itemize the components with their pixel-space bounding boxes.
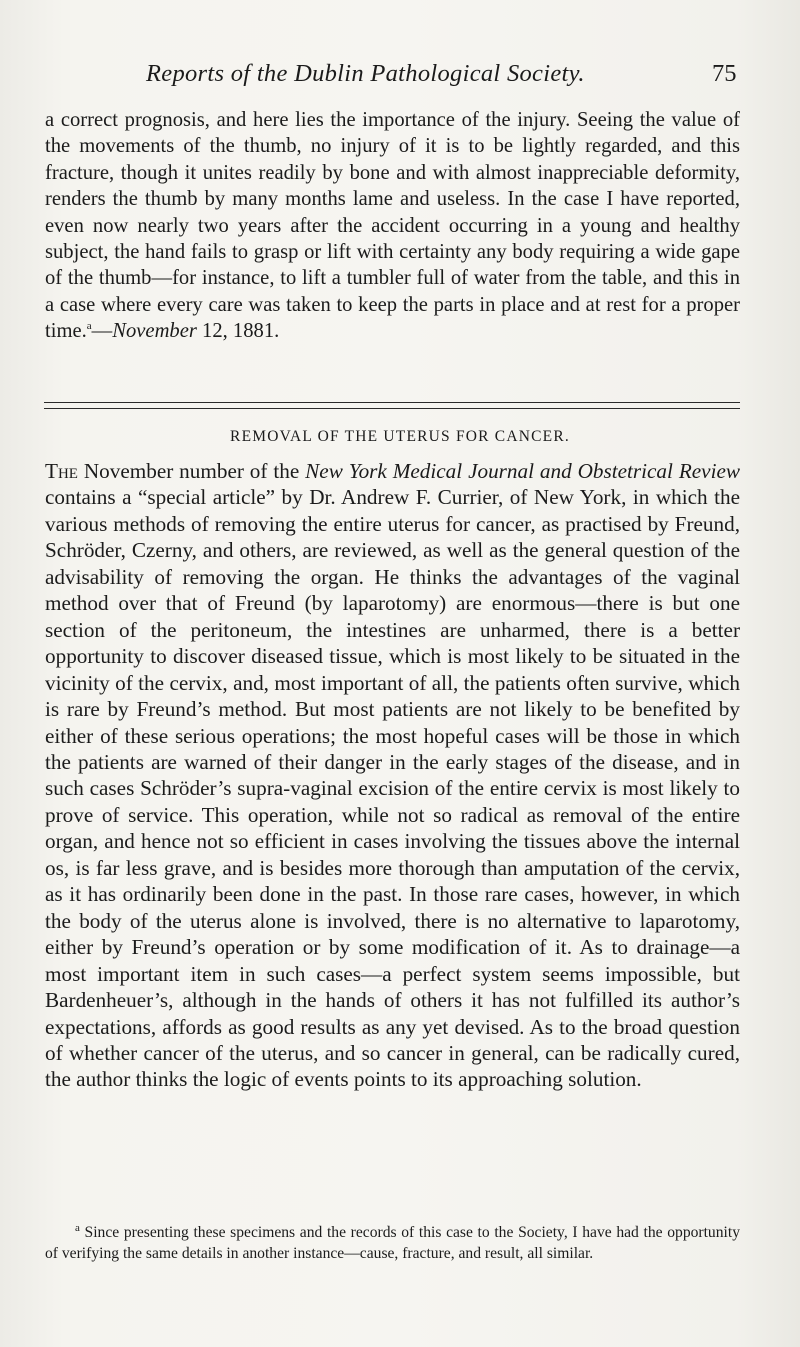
- lead-word: The: [45, 459, 78, 483]
- footnote-marker: a: [75, 1221, 80, 1234]
- footnote-text: Since presenting these specimens and the records of this case to the Society, I have had the opportunity of verifying the same details in another instance—cause, fracture, and result, all similar.: [45, 1224, 740, 1263]
- running-title: Reports of the Dublin Pathological Society.: [146, 60, 585, 87]
- date-dash: —: [91, 320, 113, 343]
- section-heading: REMOVAL OF THE UTERUS FOR CANCER.: [230, 428, 570, 445]
- footnote: [45, 1222, 740, 1265]
- date-month: November: [112, 320, 197, 343]
- paragraph-text: a correct prognosis, and here lies the importance of the injury. Seeing the value of the movements of the thumb, no injury of it is to be lightly regarded, and this fracture, though it unites readily by bone and with almost inappreciable deformity, renders the thumb by many months lame and useless. In the case I have reported, even now nearly two years after the accident occurring in a young and healthy subject, the hand fails to grasp or lift with certainty any body requiring a wide gape of the thumb—for instance, to lift a tumbler full of water from the table, and this in a case where every care was taken to keep the parts in place and at rest for a proper time.: [45, 109, 740, 343]
- journal-title: New York Medical Journal and Obstetrical Review: [305, 459, 740, 483]
- paragraph-text-2: contains a “special article” by Dr. Andrew F. Currier, of New York, in which the various methods of removing the entire uterus for cancer, as practised by Freund, Schröder, Czerny, and others, are reviewed, as well as the general question of the advisability of removing the organ. He thinks the advantages of the vaginal method over that of Freund (by laparotomy) are enormous—there is but one section of the peritoneum, the intestines are unharmed, there is a better opportunity to discover diseased tissue, which is most likely to be situated in the vicinity of the cervix, and, most important of all, the patients often survive, which is rare by Freund’s method. But most patients are not likely to be benefited by either of these serious operations; the most hopeful cases will be those in which the patients are warned of their danger in the early stages of the disease, and in such cases Schröder’s supra-vaginal excision of the entire cervix is most likely to prove of service. This operation, while not so radical as removal of the entire organ, and hence not so efficient in cases involving the tissues above the internal os, is far less grave, and is besides more thorough than amputation of the cervix, as it has ordinarily been done in the past. In those rare cases, however, in which the body of the uterus alone is involved, there is no alternative to laparotomy, either by Freund’s operation or by some modification of it. As to drainage—a most important item in such cases—a perfect system seems impossible, but Bardenheuer’s, although in the hands of others it has not fulfilled its author’s expectations, affords as good results as any yet devised. As to the broad question of whether cancer of the uterus, and so cancer in general, can be radically cured, the author thinks the logic of events points to its approaching solution.: [45, 485, 740, 1092]
- date-rest: 12, 1881.: [196, 320, 280, 343]
- page-number: 75: [712, 60, 737, 87]
- section-divider: [44, 402, 740, 409]
- paragraph-continued: [45, 107, 740, 345]
- article-paragraph: [45, 458, 740, 1093]
- paragraph-text-1: November number of the: [77, 459, 306, 483]
- page-header: [0, 60, 800, 96]
- footnote-marker: a: [86, 320, 92, 333]
